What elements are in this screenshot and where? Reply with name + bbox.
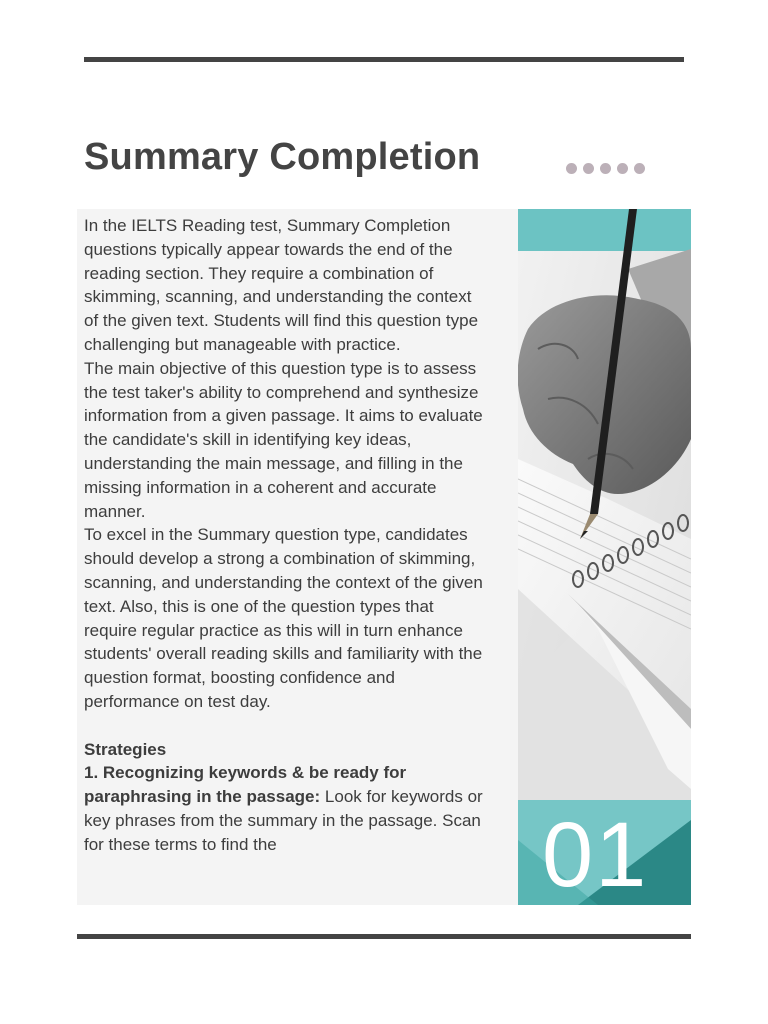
dot-icon (566, 163, 577, 174)
excel-paragraph: To excel in the Summary question type, candidates should develop a strong a combination of skimming, scanning, and understanding the context of the given text. Also, this is one of the question types that require regular practice as this will in turn enhance students' overall reading skills and familiarity with the question format, boosting confidence and performance on test day. (84, 525, 483, 711)
strategy-1 (84, 761, 484, 856)
paragraph-gap (84, 714, 484, 738)
notebook-photo (518, 209, 691, 905)
dot-icon (617, 163, 628, 174)
body-text (84, 214, 484, 857)
objective-paragraph: The main objective of this question type is to assess the test taker's ability to comprehend and synthesize information from a given passage. It aims to evaluate the candidate's skill in identifying key ideas, understanding the main message, and filling in the missing information in a coherent and accurate manner. (84, 358, 483, 521)
intro-paragraph: In the IELTS Reading test, Summary Completion questions typically appear towards the end of the reading section. They require a combination of skimming, scanning, and understanding the context of the given text. Students will find this question type challenging but manageable with practice. (84, 216, 479, 354)
dot-icon (583, 163, 594, 174)
strategies-heading: Strategies (84, 739, 167, 759)
bottom-rule (77, 934, 691, 939)
top-rule (84, 57, 684, 62)
strategy-1-text: Look for keywords or key phrases from the summary in the passage. Scan for these terms to find the (84, 787, 483, 854)
pagination-dots-icon (566, 163, 645, 174)
dot-icon (634, 163, 645, 174)
page-title: Summary Completion (84, 136, 481, 178)
section-number: 01 (542, 804, 649, 905)
text-panel (77, 209, 518, 905)
dot-icon (600, 163, 611, 174)
strategy-1-heading: 1. Recognizing keywords & be ready for paraphrasing in the passage: (84, 763, 407, 807)
